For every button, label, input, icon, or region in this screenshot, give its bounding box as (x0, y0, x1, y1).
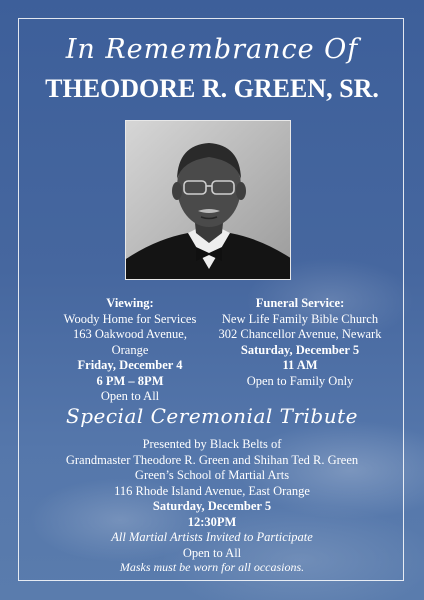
funeral-date: Saturday, December 5 (240, 342, 360, 357)
viewing-time: 6 PM – 8PM (96, 373, 164, 388)
funeral-place: New Life Family Bible Church (221, 311, 379, 326)
script-heading: In Remembrance Of (65, 34, 359, 65)
tribute-invite: All Martial Artists Invited to Participate (111, 530, 313, 544)
funeral-heading: Funeral Service: (255, 296, 345, 310)
tribute-line-3: Green’s School of Martial Arts (134, 468, 290, 482)
tribute-heading: Special Ceremonial Tribute (66, 404, 358, 428)
viewing-address: 163 Oakwood Avenue, Orange (73, 327, 187, 357)
tribute-date: Saturday, December 5 (152, 499, 272, 513)
tribute-line-4: 116 Rhode Island Avenue, East Orange (114, 483, 310, 498)
tribute-line-2: Grandmaster Theodore R. Green and Shihan Ted R. Green (65, 452, 359, 467)
portrait-illustration (126, 121, 291, 280)
viewing-heading: Viewing: (106, 296, 154, 310)
honoree-name: THEODORE R. GREEN, SR. (45, 74, 379, 103)
funeral-details (208, 296, 392, 389)
viewing-note: Open to All (100, 389, 160, 403)
tribute-details (0, 437, 424, 561)
portrait-photo (125, 120, 291, 280)
funeral-time: 11 AM (282, 358, 318, 372)
funeral-address: 302 Chancellor Avenue, Newark (218, 327, 382, 341)
viewing-date: Friday, December 4 (77, 358, 183, 372)
funeral-note: Open to Family Only (246, 373, 354, 388)
tribute-line-1: Presented by Black Belts of (142, 437, 282, 451)
tribute-note: Open to All (182, 545, 242, 560)
viewing-details (60, 296, 200, 405)
mask-notice: Masks must be worn for all occasions. (119, 560, 305, 574)
viewing-place: Woody Home for Services (63, 311, 197, 326)
tribute-time: 12:30PM (187, 514, 237, 529)
